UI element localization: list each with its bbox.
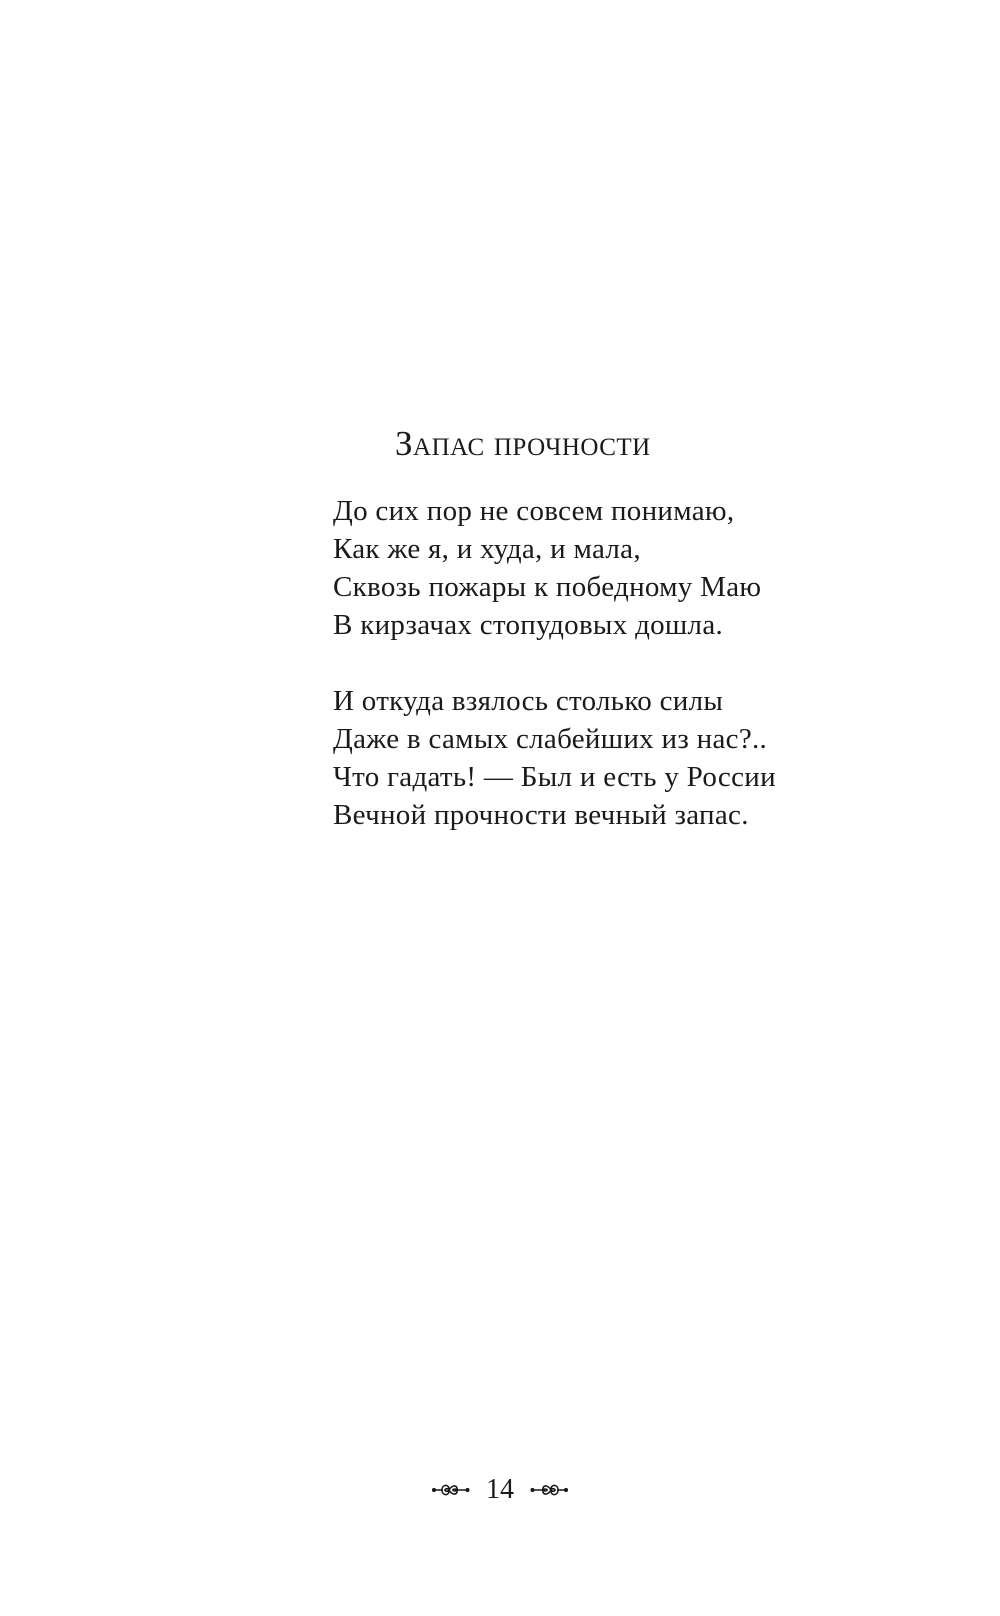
page-number: 14: [486, 1474, 514, 1505]
verse-line: И откуда взялось столько силы: [333, 685, 724, 717]
flourish-ornament-icon: [530, 1479, 568, 1501]
stanza-1: [333, 492, 776, 644]
verse-line: Что гадать! — Был и есть у России: [333, 761, 776, 793]
verse-line: В кирзачах стопудовых дошла.: [333, 609, 724, 641]
stanza-2: [333, 682, 776, 834]
flourish-ornament-icon: [432, 1479, 470, 1501]
verse-line: Вечной прочности вечный запас.: [333, 799, 749, 831]
page-footer: [0, 1470, 1000, 1510]
verse-line: До сих пор не совсем понимаю,: [333, 495, 735, 527]
poem-title: Запас прочности: [395, 424, 651, 463]
verse-line: Сквозь пожары к победному Маю: [333, 571, 762, 603]
poem-body: [333, 492, 776, 834]
verse-line: Даже в самых слабейших из нас?..: [333, 723, 768, 755]
verse-line: Как же я, и худа, и мала,: [333, 533, 641, 565]
